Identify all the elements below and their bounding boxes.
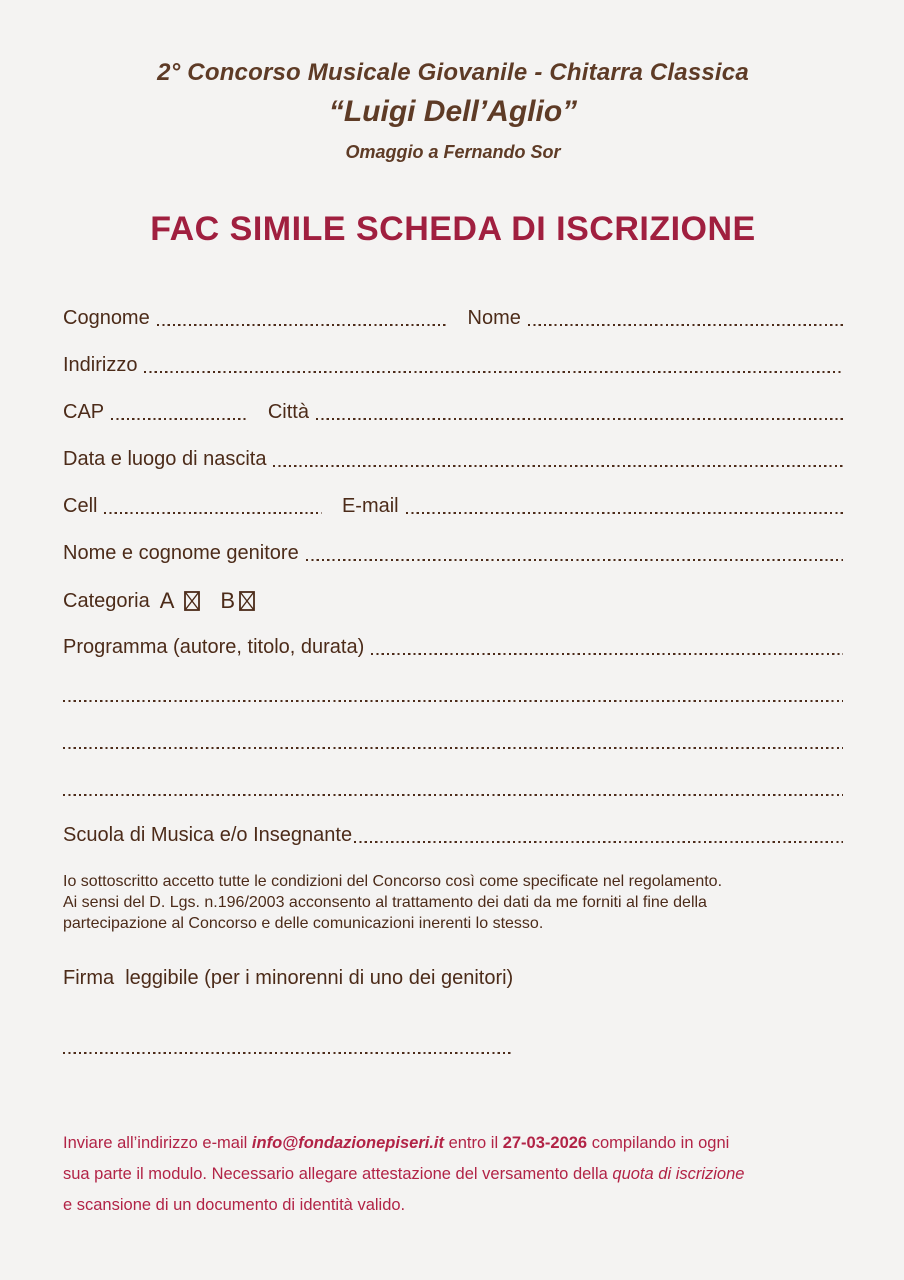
consent-line-2: Ai sensi del D. Lgs. n.196/2003 acconsento al trattamento dei dati da me forniti al fine della	[63, 894, 707, 911]
categoria-option-b-label: B	[220, 588, 236, 613]
form-row-cognome-nome	[63, 307, 843, 330]
field-indirizzo	[63, 354, 843, 377]
quota-iscrizione-text: quota di iscrizione	[612, 1165, 745, 1183]
consent-statement	[63, 871, 843, 934]
signature-dotted-line	[63, 1052, 513, 1054]
categoria-option-a-label: A	[159, 588, 175, 613]
field-nome	[468, 307, 843, 330]
footer-line-1	[63, 1128, 843, 1159]
field-programma	[63, 636, 843, 659]
form-row-programma-extra-1	[63, 683, 843, 706]
dotted-line-indirizzo	[144, 371, 843, 373]
dotted-line-cap	[111, 418, 248, 420]
field-label-citta: Città	[267, 401, 309, 423]
field-label-nome: Nome	[467, 307, 521, 329]
field-label-data-nascita: Data e luogo di nascita	[63, 448, 267, 470]
categoria-b-checkbox-icon	[239, 591, 255, 611]
footer-text: Inviare all’indirizzo e-mail	[63, 1134, 252, 1152]
form-row-indirizzo	[63, 354, 843, 377]
dotted-line-nome	[528, 324, 843, 326]
form-row-programma	[63, 636, 843, 659]
field-data-nascita	[63, 448, 843, 471]
dotted-line-citta	[316, 418, 843, 420]
form-row-data-nascita	[63, 448, 843, 471]
field-citta	[268, 401, 843, 424]
field-genitore	[63, 542, 843, 565]
field-cell	[63, 495, 322, 518]
form-row-cap-citta	[63, 401, 843, 424]
dotted-line-programma-extra-3	[63, 794, 843, 796]
field-email	[342, 495, 843, 518]
form-row-categoria	[63, 589, 843, 613]
dotted-line-data-nascita	[273, 465, 843, 467]
dotted-line-programma-extra-1	[63, 700, 843, 702]
footer-text: sua parte il modulo. Necessario allegare attestazione del versamento della	[63, 1165, 613, 1183]
field-label-programma: Programma (autore, titolo, durata)	[63, 636, 365, 658]
deadline-date: 27-03-2026	[502, 1134, 588, 1152]
footer-line-3	[63, 1190, 843, 1221]
field-label-cognome: Cognome	[63, 307, 150, 329]
field-cognome	[63, 307, 448, 330]
field-label-cell: Cell	[63, 495, 98, 517]
signature-label: Firma leggibile (per i minorenni di uno dei genitori)	[63, 967, 514, 989]
field-label-cap: CAP	[63, 401, 105, 423]
form-row-scuola	[63, 824, 843, 847]
form-row-cell-email	[63, 495, 843, 518]
header-line-1: 2° Concorso Musicale Giovanile - Chitarra Classica	[157, 59, 749, 86]
contact-email: info@fondazionepiseri.it	[251, 1134, 444, 1152]
header-line-2: “Luigi Dell’Aglio”	[328, 95, 578, 128]
registration-form	[63, 307, 843, 847]
field-label-email: E-mail	[341, 495, 399, 517]
dotted-line-email	[406, 512, 843, 514]
field-label-scuola: Scuola di Musica e/o Insegnante	[63, 824, 353, 846]
dotted-line-cell	[104, 512, 322, 514]
header-line-3: Omaggio a Fernando Sor	[345, 142, 561, 162]
page-title: FAC SIMILE SCHEDA DI ISCRIZIONE	[150, 210, 756, 248]
field-cap	[63, 401, 248, 424]
form-row-programma-extra-2	[63, 730, 843, 753]
categoria-a-checkbox-icon	[184, 591, 200, 611]
footer-text: e scansione di un documento di identità valido.	[63, 1196, 406, 1214]
field-scuola	[63, 824, 843, 847]
field-label-genitore: Nome e cognome genitore	[63, 542, 299, 564]
dotted-line-genitore	[306, 559, 843, 561]
footer-text: entro il	[444, 1134, 503, 1152]
dotted-line-programma	[371, 653, 843, 655]
consent-line-3: partecipazione al Concorso e delle comunicazioni inerenti lo stesso.	[63, 915, 544, 932]
document-header	[63, 58, 843, 163]
field-label-indirizzo: Indirizzo	[63, 354, 138, 376]
footer-text: compilando in ogni	[587, 1134, 730, 1152]
form-row-genitore	[63, 542, 843, 565]
form-row-programma-extra-3	[63, 777, 843, 800]
field-label-categoria: Categoria	[63, 589, 150, 612]
footer-line-2	[63, 1159, 843, 1190]
dotted-line-scuola	[354, 841, 843, 843]
submission-instructions	[63, 1128, 843, 1221]
consent-line-1: Io sottoscritto accetto tutte le condizioni del Concorso così come specificate nel regolamento.	[63, 873, 723, 890]
dotted-line-programma-extra-2	[63, 747, 843, 749]
dotted-line-cognome	[157, 324, 448, 326]
